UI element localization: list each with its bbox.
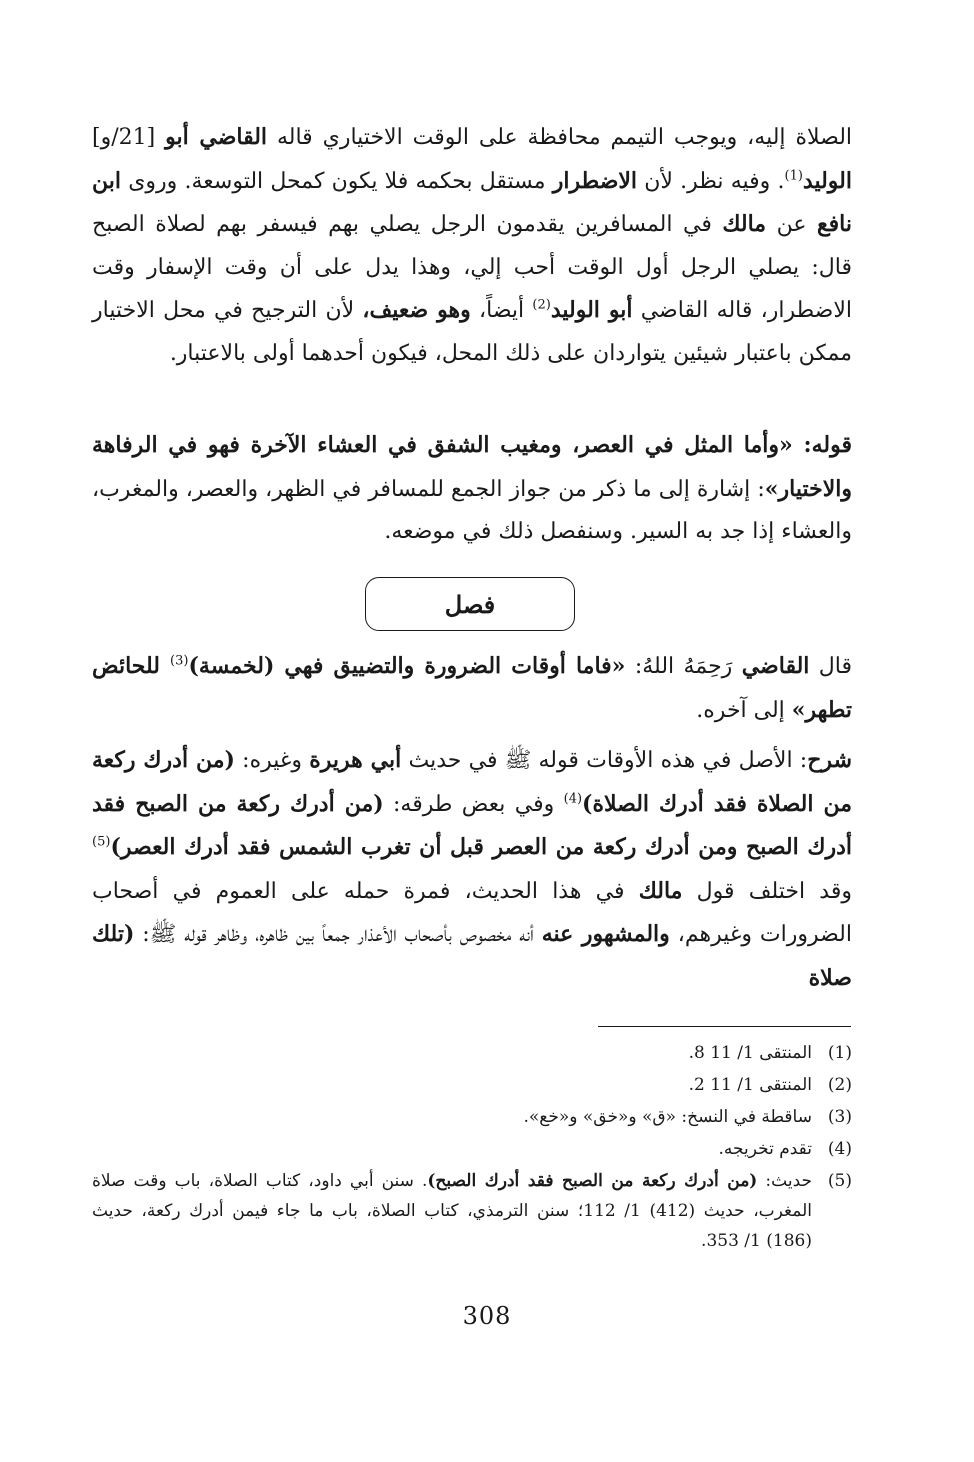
text-run: . سنن أبي داود، كتاب الصلاة، باب وقت صلاة المغرب، حديث (412) 1/ 112؛ سنن الترمذي، كتاب الصلاة، باب ما جاء فيمن أدرك ركعة، حديث (186) 1/ 353. xyxy=(92,1171,812,1251)
bold-run: القاضي أبو xyxy=(165,124,268,150)
hadith-quote: (من أدرك ركعة من الصبح فقد أدرك الصبح ومن أدرك ركعة من العصر قبل أن تغرب الشمس فقد أدرك العصر) xyxy=(92,790,853,860)
text-run: : الأصل في هذه الأوقات قوله ﷺ في حديث xyxy=(401,748,808,773)
footnote xyxy=(92,1166,852,1256)
footnote xyxy=(92,1070,852,1100)
footnotes-list xyxy=(92,1038,852,1258)
hadith-quote: (تلك صلاة xyxy=(92,921,852,991)
paragraph-3 xyxy=(92,645,852,732)
quoted-text: «فاما أوقات الضرورة والتضييق فهي (لخمسة) xyxy=(188,653,626,679)
bold-run: أبي هريرة xyxy=(309,747,402,773)
text-run: . وفيه نظر. لأن xyxy=(637,168,785,194)
footnote-text: المنتقى 1/ 11 8. xyxy=(688,1043,812,1063)
text-run: عن xyxy=(766,212,817,237)
section-heading xyxy=(365,577,575,631)
text-run: وغيره: xyxy=(234,748,310,773)
text-run: في المسافرين يقدمون الرجل يصلي بهم فيسفر بهم لصلاة الصبح قال: يصلي الرجل أول الوقت أحب إلي، وهذا يدل على أن وقت الإسفار وقت الاضطرار، قاله القاضي xyxy=(92,212,852,323)
footnote-text: تقدم تخريجه. xyxy=(718,1139,812,1159)
footnote-number: (3) xyxy=(827,1107,852,1127)
text-run: رَحِمَهُ اللهُ: xyxy=(625,654,742,679)
footnote xyxy=(92,1102,852,1132)
text-run: حديث: xyxy=(757,1171,812,1191)
bold-run: ابن نافع xyxy=(92,167,852,237)
footnote-number: (4) xyxy=(827,1139,852,1159)
footnote-text xyxy=(92,1166,812,1256)
page-number: 308 xyxy=(462,1302,512,1330)
footnote-ref-1: (1) xyxy=(784,168,803,184)
text-run: لأن الترجيح في محل الاختيار ممكن باعتبار شيئين يتواردان على ذلك المحل، فيكون أحدهما أولى بالاعتبار. xyxy=(92,298,852,366)
text-run: وفي بعض طرقه: xyxy=(383,791,564,817)
footnote-ref-4: (4) xyxy=(563,791,583,807)
hadith-quote: (من أدرك ركعة من الصلاة فقد أدرك الصلاة) xyxy=(92,747,853,817)
footnote-text: ساقطة في النسخ: «ق» و«خق» و«خع». xyxy=(523,1107,812,1127)
footnote xyxy=(92,1038,852,1068)
folio-marker: [21/و] xyxy=(92,125,166,150)
footnote-separator xyxy=(598,1026,851,1027)
footnote-ref-2: (2) xyxy=(532,297,551,313)
sharh-label: شرح xyxy=(807,747,853,773)
text-run: أنه مخصوص بأصحاب الأعذار جمعاً بين ظاهره، وظاهر قوله ﷺ: xyxy=(134,922,542,947)
bold-run: الوليد xyxy=(802,167,852,194)
bold-run: مالك xyxy=(638,877,683,904)
text-run: وقد اختلف قول xyxy=(682,878,852,904)
paragraph-1 xyxy=(92,116,852,375)
bold-run: القاضي xyxy=(741,653,810,679)
footnote-number: (2) xyxy=(827,1075,852,1095)
bold-run: الاضطرار xyxy=(552,167,638,194)
footnote-text: المنتقى 1/ 11 2. xyxy=(688,1075,812,1095)
bold-run: مالك xyxy=(722,211,767,237)
footnote-ref-3: (3) xyxy=(170,653,189,669)
quoted-text: قوله: «وأما المثل في العصر، ومغيب الشفق في العشاء الآخرة فهو في الرفاهة والاختيار» xyxy=(92,432,852,502)
paragraph-2 xyxy=(92,424,852,554)
section-heading-label: فصل xyxy=(444,589,496,619)
bold-run: والمشهور عنه xyxy=(541,921,670,947)
footnote-number: (5) xyxy=(827,1171,852,1191)
hadith-quote: (من أدرك ركعة من الصبح فقد أدرك الصبح) xyxy=(427,1171,758,1191)
bold-run: أبو الوليد xyxy=(550,297,633,323)
paragraph-4 xyxy=(92,739,852,1000)
footnote-number: (1) xyxy=(827,1043,852,1063)
text-run: إلى آخره. xyxy=(696,697,792,723)
text-run: في هذا الحديث، فمرة حمله على العموم في أصحاب الضرورات وغيرهم، xyxy=(92,878,853,947)
text-run: الصلاة إليه، ويوجب التيمم محافظة على الوقت الاختياري قاله xyxy=(267,125,853,150)
text-run: : إشارة إلى ما ذكر من جواز الجمع للمسافر في الظهر، والعصر، والمغرب، والعشاء إذا جد به السير. وسنفصل ذلك في موضعه. xyxy=(92,476,852,544)
footnote-ref-5: (5) xyxy=(92,834,111,850)
footnote xyxy=(92,1134,852,1164)
bold-run: وهو ضعيف، xyxy=(362,297,471,323)
text-run: مستقل بحكمه فلا يكون كمحل التوسعة. وروى xyxy=(120,168,553,194)
text-run: قال xyxy=(809,654,853,679)
quoted-text: للحائض تطهر» xyxy=(92,653,852,723)
text-run: أيضاً، xyxy=(470,298,533,323)
